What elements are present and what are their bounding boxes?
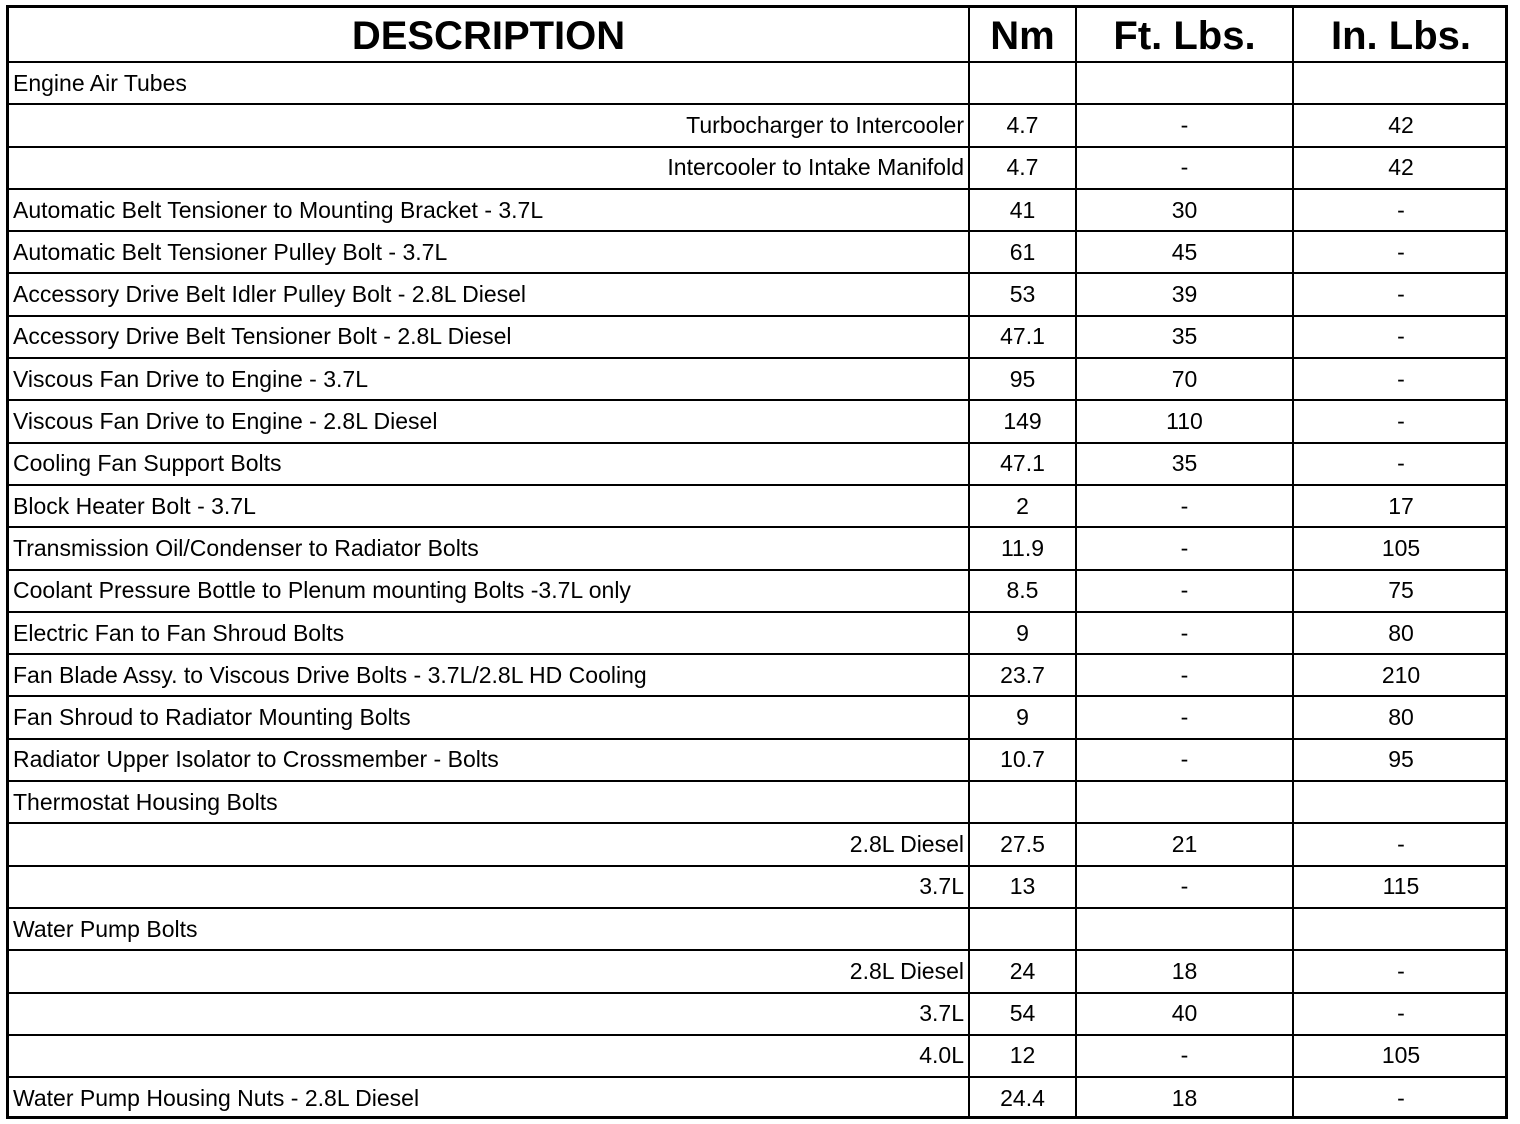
table-row (9, 316, 1508, 358)
cell-ft-lbs: 70 (1076, 358, 1293, 400)
cell-ft-lbs: - (1076, 570, 1293, 612)
cell-in-lbs: 42 (1293, 104, 1508, 146)
header-ft-lbs: Ft. Lbs. (1076, 8, 1293, 62)
spec-table (9, 8, 1508, 1118)
cell-ft-lbs: 18 (1076, 950, 1293, 992)
cell-nm: 23.7 (969, 654, 1076, 696)
cell-in-lbs: 80 (1293, 612, 1508, 654)
table-row (9, 866, 1508, 908)
cell-ft-lbs (1076, 62, 1293, 104)
cell-description: Thermostat Housing Bolts (9, 781, 969, 823)
cell-description: Water Pump Housing Nuts - 2.8L Diesel (9, 1077, 969, 1118)
cell-ft-lbs: - (1076, 739, 1293, 781)
cell-nm: 41 (969, 189, 1076, 231)
cell-nm (969, 781, 1076, 823)
cell-nm: 2 (969, 485, 1076, 527)
table-row (9, 147, 1508, 189)
cell-description: Transmission Oil/Condenser to Radiator Bolts (9, 527, 969, 569)
table-row (9, 189, 1508, 231)
table-row (9, 104, 1508, 146)
cell-nm: 47.1 (969, 443, 1076, 485)
cell-nm: 47.1 (969, 316, 1076, 358)
cell-ft-lbs: 35 (1076, 316, 1293, 358)
cell-nm: 11.9 (969, 527, 1076, 569)
cell-in-lbs: - (1293, 993, 1508, 1035)
cell-description: Fan Shroud to Radiator Mounting Bolts (9, 696, 969, 738)
cell-description: Electric Fan to Fan Shroud Bolts (9, 612, 969, 654)
table-row (9, 1077, 1508, 1118)
table-row (9, 443, 1508, 485)
cell-nm: 8.5 (969, 570, 1076, 612)
cell-in-lbs: - (1293, 950, 1508, 992)
table-row (9, 273, 1508, 315)
cell-nm: 54 (969, 993, 1076, 1035)
table-row (9, 823, 1508, 865)
table-row (9, 527, 1508, 569)
header-row (9, 8, 1508, 62)
cell-description: Water Pump Bolts (9, 908, 969, 950)
cell-in-lbs (1293, 908, 1508, 950)
cell-description: Block Heater Bolt - 3.7L (9, 485, 969, 527)
cell-description: Automatic Belt Tensioner Pulley Bolt - 3.7L (9, 231, 969, 273)
cell-nm: 12 (969, 1035, 1076, 1077)
cell-description: Intercooler to Intake Manifold (9, 147, 969, 189)
cell-description: Cooling Fan Support Bolts (9, 443, 969, 485)
table-row (9, 62, 1508, 104)
table-row (9, 993, 1508, 1035)
cell-description: 2.8L Diesel (9, 823, 969, 865)
cell-description: Automatic Belt Tensioner to Mounting Bracket - 3.7L (9, 189, 969, 231)
cell-ft-lbs (1076, 781, 1293, 823)
cell-in-lbs: - (1293, 231, 1508, 273)
cell-ft-lbs: - (1076, 612, 1293, 654)
cell-ft-lbs: 45 (1076, 231, 1293, 273)
table-row (9, 1035, 1508, 1077)
cell-in-lbs: 115 (1293, 866, 1508, 908)
cell-ft-lbs: - (1076, 147, 1293, 189)
cell-in-lbs (1293, 781, 1508, 823)
table-row (9, 612, 1508, 654)
cell-in-lbs: - (1293, 443, 1508, 485)
cell-nm: 10.7 (969, 739, 1076, 781)
cell-description: Engine Air Tubes (9, 62, 969, 104)
header-description: DESCRIPTION (9, 8, 969, 62)
table-row (9, 908, 1508, 950)
table-body (9, 62, 1508, 1118)
table-row (9, 654, 1508, 696)
table-row (9, 781, 1508, 823)
cell-ft-lbs: 35 (1076, 443, 1293, 485)
cell-nm: 9 (969, 696, 1076, 738)
cell-ft-lbs: - (1076, 104, 1293, 146)
cell-description: Viscous Fan Drive to Engine - 3.7L (9, 358, 969, 400)
cell-description: Fan Blade Assy. to Viscous Drive Bolts - 3.7L/2.8L HD Cooling (9, 654, 969, 696)
cell-ft-lbs: - (1076, 485, 1293, 527)
cell-ft-lbs: 18 (1076, 1077, 1293, 1118)
header-nm: Nm (969, 8, 1076, 62)
cell-in-lbs: 105 (1293, 527, 1508, 569)
cell-nm: 4.7 (969, 147, 1076, 189)
cell-in-lbs: 17 (1293, 485, 1508, 527)
cell-in-lbs: 80 (1293, 696, 1508, 738)
cell-in-lbs: 105 (1293, 1035, 1508, 1077)
cell-in-lbs: - (1293, 189, 1508, 231)
cell-description: Turbocharger to Intercooler (9, 104, 969, 146)
cell-nm: 53 (969, 273, 1076, 315)
cell-in-lbs: 95 (1293, 739, 1508, 781)
cell-nm: 9 (969, 612, 1076, 654)
cell-nm: 24 (969, 950, 1076, 992)
cell-description: 3.7L (9, 993, 969, 1035)
table-row (9, 231, 1508, 273)
cell-nm: 149 (969, 400, 1076, 442)
cell-nm: 27.5 (969, 823, 1076, 865)
cell-nm (969, 62, 1076, 104)
cell-description: Coolant Pressure Bottle to Plenum mounting Bolts -3.7L only (9, 570, 969, 612)
cell-description: Viscous Fan Drive to Engine - 2.8L Diesel (9, 400, 969, 442)
table-row (9, 950, 1508, 992)
cell-in-lbs: - (1293, 358, 1508, 400)
cell-in-lbs: 42 (1293, 147, 1508, 189)
cell-in-lbs: 75 (1293, 570, 1508, 612)
cell-ft-lbs: 30 (1076, 189, 1293, 231)
cell-nm: 95 (969, 358, 1076, 400)
cell-description: Accessory Drive Belt Tensioner Bolt - 2.8L Diesel (9, 316, 969, 358)
header-in-lbs: In. Lbs. (1293, 8, 1508, 62)
cell-ft-lbs: 40 (1076, 993, 1293, 1035)
cell-ft-lbs: - (1076, 654, 1293, 696)
cell-nm: 24.4 (969, 1077, 1076, 1118)
table-row (9, 485, 1508, 527)
cell-in-lbs: - (1293, 316, 1508, 358)
cell-in-lbs: - (1293, 400, 1508, 442)
cell-ft-lbs: - (1076, 866, 1293, 908)
cell-in-lbs: - (1293, 823, 1508, 865)
cell-description: 3.7L (9, 866, 969, 908)
cell-ft-lbs (1076, 908, 1293, 950)
cell-description: 2.8L Diesel (9, 950, 969, 992)
cell-nm: 61 (969, 231, 1076, 273)
cell-description: Accessory Drive Belt Idler Pulley Bolt - 2.8L Diesel (9, 273, 969, 315)
cell-ft-lbs: 110 (1076, 400, 1293, 442)
cell-in-lbs: - (1293, 1077, 1508, 1118)
cell-nm: 4.7 (969, 104, 1076, 146)
table-row (9, 400, 1508, 442)
cell-nm: 13 (969, 866, 1076, 908)
cell-description: 4.0L (9, 1035, 969, 1077)
torque-spec-table (6, 5, 1508, 1119)
cell-ft-lbs: 39 (1076, 273, 1293, 315)
cell-in-lbs: 210 (1293, 654, 1508, 696)
cell-ft-lbs: - (1076, 1035, 1293, 1077)
cell-description: Radiator Upper Isolator to Crossmember - Bolts (9, 739, 969, 781)
cell-in-lbs (1293, 62, 1508, 104)
table-row (9, 739, 1508, 781)
cell-ft-lbs: - (1076, 696, 1293, 738)
cell-nm (969, 908, 1076, 950)
table-row (9, 358, 1508, 400)
table-row (9, 696, 1508, 738)
cell-ft-lbs: - (1076, 527, 1293, 569)
table-row (9, 570, 1508, 612)
cell-in-lbs: - (1293, 273, 1508, 315)
cell-ft-lbs: 21 (1076, 823, 1293, 865)
